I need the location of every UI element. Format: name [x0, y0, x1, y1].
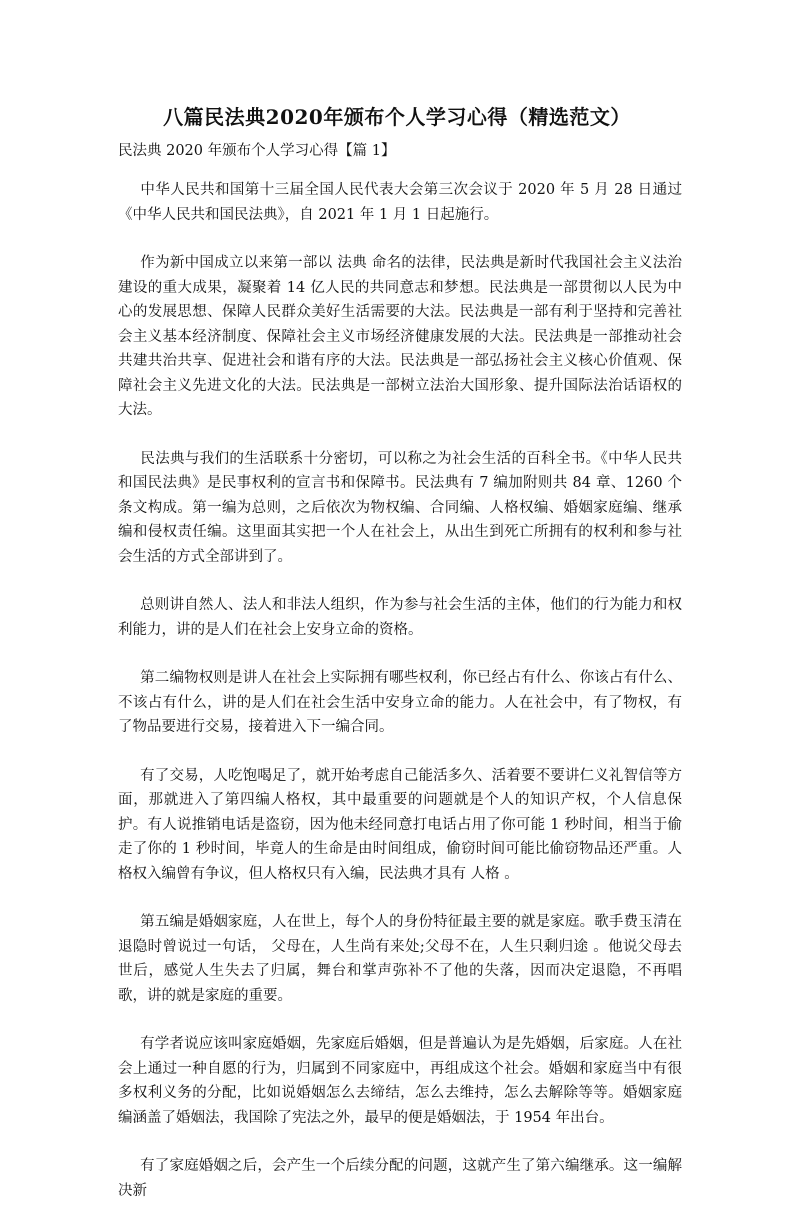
- paragraph: 第二编物权则是讲人在社会上实际拥有哪些权利，你已经占有什么、你该占有什么、不该占有什么，讲的是人们在社会生活中安身立命的能力。人在社会中，有了物权，有了物品要进行交易，接着进入下一编合同。: [118, 670, 682, 735]
- paragraph: 第五编是婚姻家庭，人在世上，每个人的身份特征最主要的就是家庭。歌手费玉清在退隐时曾说过一句话， 父母在，人生尚有来处;父母不在，人生只剩归途 。他说父母去世后，感觉人生失去了归属，舞台和掌声弥补不了他的失落，因而决定退隐，不再唱歌，讲的就是家庭的重要。: [118, 914, 682, 1004]
- paragraph: 总则讲自然人、法人和非法人组织，作为参与社会生活的主体，他们的行为能力和权利能力，讲的是人们在社会上安身立命的资格。: [118, 597, 682, 638]
- paragraph: 中华人民共和国第十三届全国人民代表大会第三次会议于 2020 年 5 月 28 日通过《中华人民共和国民法典》，自 2021 年 1 月 1 日起施行。: [118, 182, 682, 223]
- document-title: 八篇民法典2020年颁布个人学习心得（精选范文）: [163, 105, 631, 129]
- section-heading: 民法典 2020 年颁布个人学习心得【篇 1】: [118, 143, 396, 159]
- paragraph: 有学者说应该叫家庭婚姻，先家庭后婚姻，但是普遍认为是先婚姻，后家庭。人在社会上通过一种自愿的行为，归属到不同家庭中，再组成这个社会。婚姻和家庭当中有很多权利义务的分配，比如说婚姻怎么去缔结，怎么去维持，怎么去解除等等。婚姻家庭编涵盖了婚姻法，我国除了宪法之外，最早的便是婚姻法，于 1954 年出台。: [118, 1036, 682, 1126]
- paragraph: 民法典与我们的生活联系十分密切，可以称之为社会生活的百科全书。《中华人民共和国民法典》是民事权利的宣言书和保障书。民法典有 7 编加附则共 84 章、1260 个条文构成。第一编为总则，之后依次为物权编、合同编、人格权编、婚姻家庭编、继承编和侵权责任编。这里面其实把一个人在社会上，从出生到死亡所拥有的权利和参与社会生活的方式全部讲到了。: [118, 450, 682, 565]
- paragraph: 有了家庭婚姻之后，会产生一个后续分配的问题，这就产生了第六编继承。这一编解决新: [118, 1158, 682, 1199]
- paragraph: 有了交易，人吃饱喝足了，就开始考虑自己能活多久、活着要不要讲仁义礼智信等方面，那就进入了第四编人格权，其中最重要的问题就是个人的知识产权，个人信息保护。有人说推销电话是盗窃，因为他未经同意打电话占用了你可能 1 秒时间，相当于偷走了你的 1 秒时间，毕竟人的生命是由时间组成，偷窃时间可能比偷窃物品还严重。人格权入编曾有争议，但人格权只有入编，民法典才具有 人格 。: [118, 767, 682, 882]
- document-body: [118, 178, 682, 1227]
- paragraph: 作为新中国成立以来第一部以 法典 命名的法律，民法典是新时代我国社会主义法治建设的重大成果，凝聚着 14 亿人民的共同意志和梦想。民法典是一部贯彻以人民为中心的发展思想、保障人民群众美好生活需要的大法。民法典是一部有利于坚持和完善社会主义基本经济制度、保障社会主义市场经济健康发展的大法。民法典是一部推动社会共建共治共享、促进社会和谐有序的大法。民法典是一部弘扬社会主义核心价值观、保障社会主义先进文化的大法。民法典是一部树立法治大国形象、提升国际法治话语权的大法。: [118, 255, 682, 418]
